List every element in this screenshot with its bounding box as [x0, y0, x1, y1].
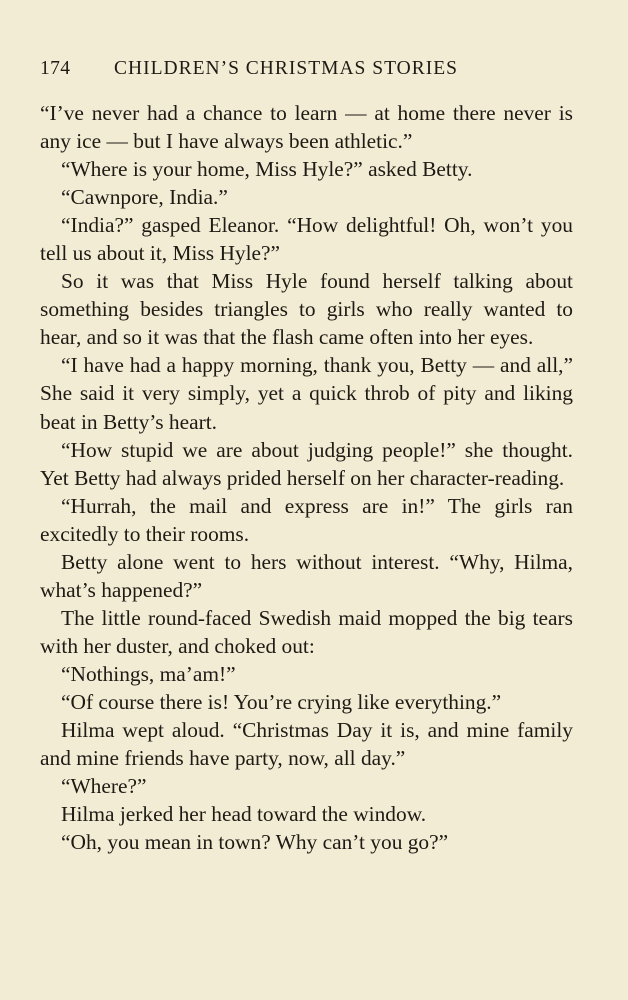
paragraph: “Cawnpore, India.” — [61, 185, 228, 210]
book-page — [40, 58, 573, 856]
paragraph: “India?” gasped Eleanor. “How delightful! Oh, won’t you tell us about it, Miss Hyle?” — [40, 213, 573, 266]
page-number: 174 — [40, 58, 71, 79]
paragraph: “How stupid we are about judging people!” she thought. Yet Betty had always prided herself on her character-reading. — [40, 437, 573, 490]
paragraph: Hilma wept aloud. “Christmas Day it is, and mine family and mine friends have party, now, all day.” — [40, 718, 573, 771]
paragraph: Betty alone went to hers without interest. “Why, Hilma, what’s happened?” — [40, 549, 573, 602]
running-title: CHILDREN’S CHRISTMAS STORIES — [114, 58, 459, 79]
paragraph: “Where?” — [61, 774, 147, 799]
paragraph: “Nothings, ma’am!” — [61, 661, 236, 686]
paragraph: So it was that Miss Hyle found herself talking about something besides triangles to girls who really wanted to hear, and so it was that the flash came often into her eyes. — [40, 269, 573, 350]
paragraph: “Hurrah, the mail and express are in!” The girls ran excitedly to their rooms. — [40, 493, 573, 546]
page-header — [40, 58, 573, 90]
paragraph: “Of course there is! You’re crying like everything.” — [61, 689, 502, 714]
paragraph: “I have had a happy morning, thank you, Betty — and all,” She said it very simply, yet a quick throb of pity and liking beat in Betty’s heart. — [40, 353, 573, 434]
paragraph: Hilma jerked her head toward the window. — [61, 802, 427, 827]
paragraph: “Where is your home, Miss Hyle?” asked Betty. — [61, 157, 473, 182]
paragraph: “Oh, you mean in town? Why can’t you go?” — [61, 830, 449, 855]
body-text — [40, 99, 573, 856]
paragraph: “I’ve never had a chance to learn — at home there never is any ice — but I have always been athletic.” — [40, 101, 573, 154]
paragraph: The little round-faced Swedish maid mopped the big tears with her duster, and choked out: — [40, 605, 573, 658]
